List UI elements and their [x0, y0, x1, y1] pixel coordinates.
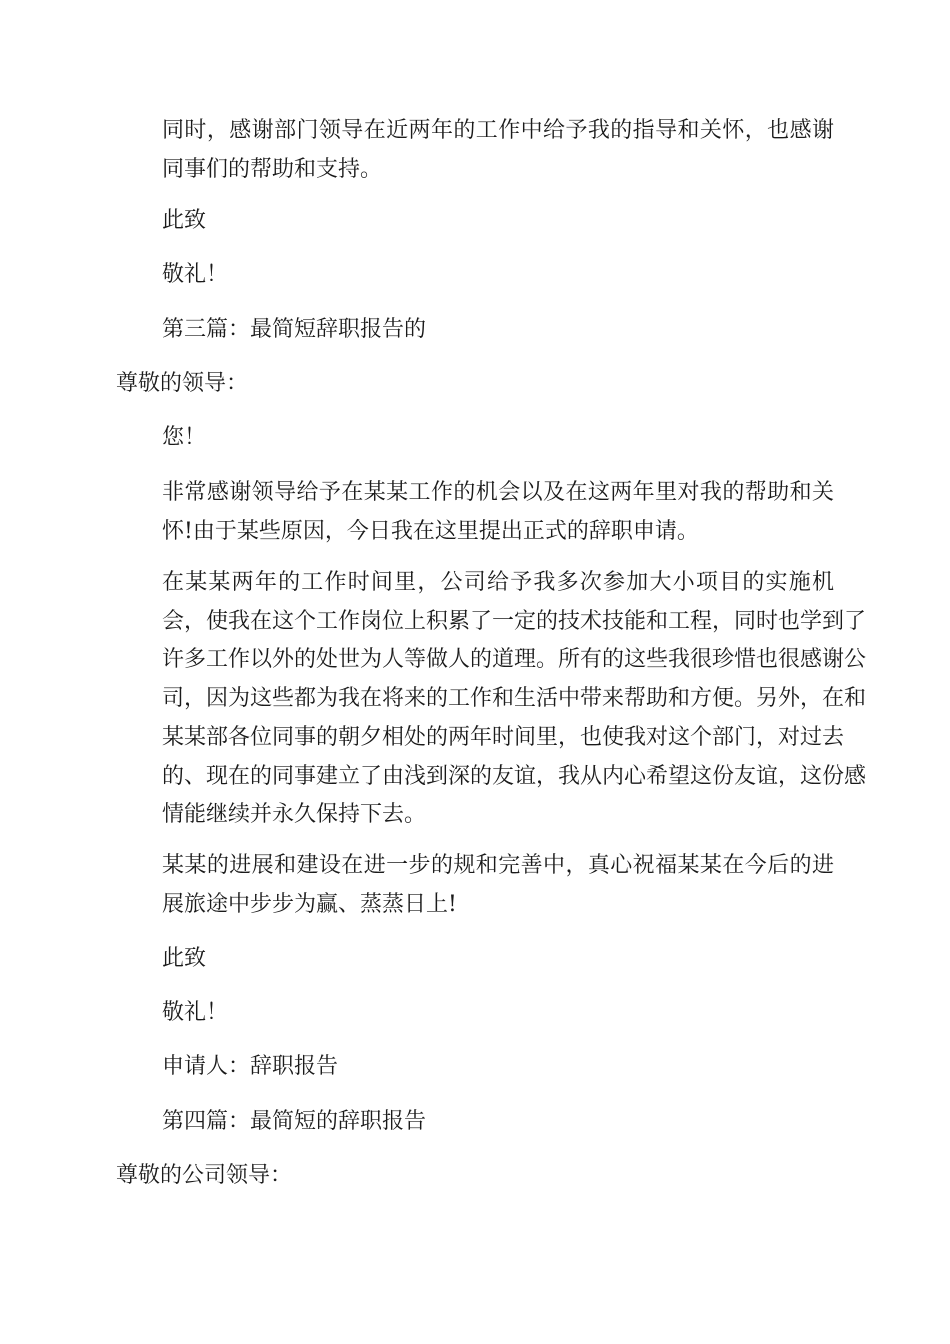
closing-salutation [116, 202, 834, 241]
text-line: 此致 [162, 208, 207, 233]
text-line: 第三篇：最简短辞职报告的 [162, 317, 427, 342]
text-line: 第四篇：最简短的辞职报告 [162, 1109, 427, 1134]
text-line: 申请人：辞职报告 [162, 1054, 339, 1079]
text-line: 同事们的帮助和支持。 [162, 156, 383, 182]
closing-salutation [116, 940, 834, 979]
text-line: 怀!由于某些原因，今日我在这里提出正式的辞职申请。 [162, 518, 699, 544]
paragraph-gratitude [116, 112, 834, 189]
text-line: 敬礼！ [162, 1000, 229, 1025]
greeting-you [116, 419, 834, 458]
greeting [116, 1157, 834, 1196]
text-line: 您！ [162, 425, 207, 450]
text-line: 会，使我在这个工作岗位上积累了一定的技术技能和工程，同时也学到了 [162, 608, 867, 634]
text-line: 同时，感谢部门领导在近两年的工作中给予我的指导和关怀，也感谢 [162, 118, 834, 143]
closing-regards [116, 256, 834, 295]
text-line: 在某某两年的工作时间里，公司给予我多次参加大小项目的实施机 [162, 570, 834, 595]
text-line: 情能继续并永久保持下去。 [162, 802, 427, 828]
text-line: 司，因为这些都为我在将来的工作和生活中带来帮助和方便。另外，在和 [162, 686, 867, 712]
text-line: 敬礼！ [162, 262, 229, 287]
section-heading-4 [116, 1103, 834, 1142]
applicant-line [116, 1048, 834, 1087]
text-line: 某某部各位同事的朝夕相处的两年时间里，也使我对这个部门，对过去 [162, 724, 845, 750]
text-line: 某某的进展和建设在进一步的规和完善中，真心祝福某某在今后的进 [162, 853, 834, 878]
text-line: 非常感谢领导给予在某某工作的机会以及在这两年里对我的帮助和关 [162, 480, 834, 505]
paragraph-experience [116, 564, 867, 835]
greeting [116, 365, 834, 404]
text-line: 尊敬的领导： [116, 371, 249, 396]
text-line: 许多工作以外的处世为人等做人的道理。所有的这些我很珍惜也很感谢公 [162, 647, 867, 673]
text-line: 展旅途中步步为赢、蒸蒸日上! [162, 891, 457, 917]
text-line: 的、现在的同事建立了由浅到深的友谊，我从内心希望这份友谊，这份感 [162, 763, 867, 789]
text-line: 此致 [162, 946, 207, 971]
closing-regards [116, 994, 834, 1033]
paragraph-blessing [116, 847, 834, 924]
text-line: 尊敬的公司领导： [116, 1163, 293, 1188]
section-heading-3 [116, 311, 834, 350]
paragraph-thanks [116, 474, 834, 551]
